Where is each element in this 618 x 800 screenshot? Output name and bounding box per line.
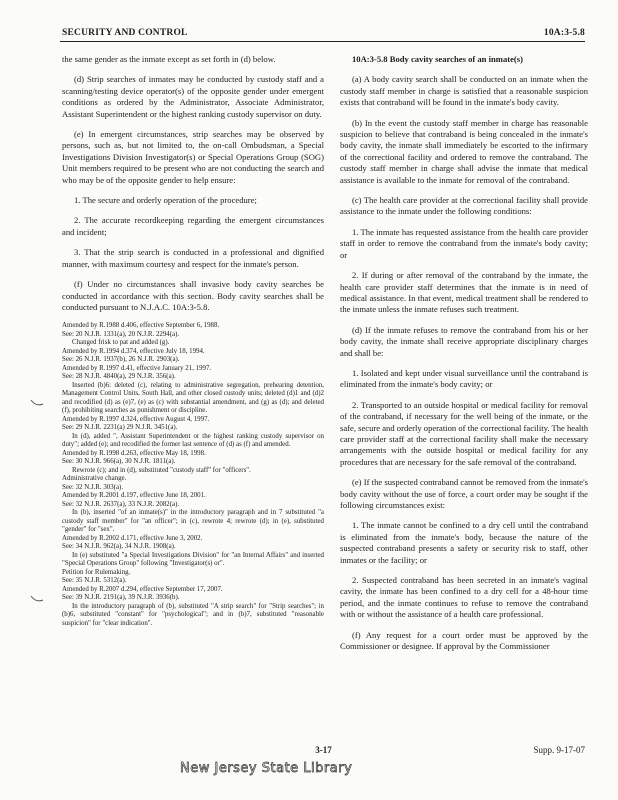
- history-notes: [62, 322, 324, 628]
- history-note: Petition for Rulemaking.: [62, 568, 131, 576]
- history-note: See: 39 N.J.R. 2191(a), 39 N.J.R. 3936(b).: [62, 594, 180, 602]
- history-note: Amended by R.2007 d.294, effective September 17, 2007.: [62, 585, 223, 593]
- right-column: [340, 54, 588, 661]
- history-note: Amended by R.1988 d.406, effective September 6, 1988.: [62, 322, 220, 330]
- history-note: See: 28 N.J.R. 4840(a), 29 N.J.R. 356(a).: [62, 373, 176, 381]
- header-section-number: 10A:3-5.8: [543, 28, 585, 38]
- history-note: Amended by R.2002 d.171, effective June 3, 2002.: [62, 534, 203, 542]
- paragraph-e-2: 2. The accurate recordkeeping regarding the emergent circumstances and incident;: [62, 215, 324, 237]
- paragraph-d: (d) If the inmate refuses to remove the contraband from his or her body cavity, the inmate shall receive appropriate disciplinary charges and shall be:: [340, 324, 588, 358]
- history-note: Administrative change.: [62, 475, 127, 483]
- supplement-date: Supp. 9-17-07: [533, 745, 585, 755]
- paragraph-e: (e) In emergent circumstances, strip searches may be observed by persons, such as, but not limited to, the on-call Ombudsman, a Special Investigations Division Investigator(s) or Special Operations Group (SOG) Unit members required to be present who are not conducting the search and who may be of the opposite gender to help ensure:: [62, 129, 324, 185]
- history-note: Changed frisk to pat and added (g).: [72, 339, 170, 347]
- history-note: Amended by R.1998 d.263, effective May 18, 1998.: [62, 449, 206, 457]
- history-note: Amended by R.1997 d.41, effective January 21, 1997.: [62, 364, 212, 372]
- history-note: See: 32 N.J.R. 303(a).: [62, 483, 124, 491]
- margin-mark-icon: [30, 398, 44, 408]
- library-watermark: New Jersey State Library: [180, 761, 353, 776]
- margin-mark-icon: [30, 594, 44, 604]
- paragraph-c-2: 2. If during or after removal of the contraband by the inmate, the health care provider staff determines that the inmate is in need of medical assistance. In that event, medical treatment shall be rendered to the inmate unless the inmate refuses such treatment.: [340, 270, 588, 315]
- paragraph-continuation: the same gender as the inmate except as set forth in (d) below.: [62, 54, 276, 64]
- paragraph-e: (e) If the suspected contraband cannot be removed from the inmate's body cavity without the use of force, a court order may be sought if the following circumstances exist:: [340, 477, 588, 510]
- paragraph-e-1: 1. The inmate cannot be confined to a dry cell until the contraband is eliminated from the inmate's body, because the nature of the suspected contraband presents a safety or security risk to staff, other inmates or the facility; or: [340, 520, 588, 565]
- header-chapter-title: SECURITY AND CONTROL: [62, 28, 188, 38]
- history-note: In (e) substituted "a Special Investigations Division" for "an Internal Affairs" and inserted "Special Operations Group" following "Investigator(s) or".: [62, 551, 324, 568]
- paragraph-c: (c) The health care provider at the correctional facility shall provide assistance to the inmate under the following conditions:: [340, 195, 588, 217]
- section-title: 10A:3-5.8 Body cavity searches of an inmate(s): [352, 54, 523, 64]
- history-note: Amended by R.1997 d.324, effective August 4, 1997.: [62, 415, 210, 423]
- history-note: In (b), inserted "of an inmate(s)" in the introductory paragraph and in 7 substituted "a custody staff member" for "an officer"; in (c), rewrote 4; rewrote (d); in (e), substituted "gender" for "sex".: [62, 509, 324, 534]
- history-note: Amended by R.2001 d.197, effective June 18, 2001.: [62, 492, 206, 500]
- paragraph-e-2: 2. Suspected contraband has been secreted in an inmate's vaginal cavity, the inmate has been confined to a dry cell for a 48-hour time period, and the inmate continues to refuse to remove the contraband with or without the assistance of a health care professional.: [340, 575, 588, 620]
- history-note: See: 34 N.J.R. 962(a), 34 N.J.R. 1908(a).: [62, 543, 176, 551]
- paragraph-b: (b) In the event the custody staff member in charge has reasonable suspicion to believe that contraband is being concealed in the inmate's body cavity, the inmate shall immediately be escorted to the infirmary of the correctional facility and ordered to remove the contraband. The custody staff member in charge shall advise the inmate that medical assistance is available to the inmate for removal of the contraband.: [340, 117, 588, 185]
- paragraph-d: (d) Strip searches of inmates may be conducted by custody staff and a scanning/testing device operator(s) of the opposite gender under emergent conditions as ordered by the Administrator, Associate Administrator, Assistant Superintendent or the highest ranking custody supervisor on duty.: [62, 74, 324, 119]
- running-header: [62, 28, 585, 38]
- paragraph-d-1: 1. Isolated and kept under visual surveillance until the contraband is eliminated from the inmate's body cavity; or: [340, 367, 588, 390]
- history-note: See: 32 N.J.R. 2637(a), 33 N.J.R. 2082(a).: [62, 500, 180, 508]
- history-note: Rewrote (c); and in (d), substituted "custody staff" for "officers".: [72, 466, 251, 474]
- history-note: See: 35 N.J.R. 5312(a).: [62, 577, 127, 585]
- paragraph-f: (f) Under no circumstances shall invasive body cavity searches be conducted in accordance with this section. Body cavity searches shall be conducted pursuant to N.J.A.C. 10A:3-5.8.: [62, 279, 324, 312]
- paragraph-e-1: 1. The secure and orderly operation of the procedure;: [74, 195, 257, 206]
- paragraph-f: (f) Any request for a court order must be approved by the Commissioner or designee. If approval by the Commissioner: [340, 629, 588, 652]
- history-note: See: 26 N.J.R. 1937(b), 26 N.J.R. 2903(a).: [62, 356, 180, 364]
- header-rule: [60, 41, 585, 42]
- left-column: [62, 54, 324, 628]
- history-note: See: 30 N.J.R. 966(a), 30 N.J.R. 1811(a).: [62, 458, 176, 466]
- history-note: See: 29 N.J.R. 2231(a) 29 N.J.R. 3451(a).: [62, 424, 178, 432]
- history-note: In the introductory paragraph of (b), substituted "A strip search" for "Strip searches"; in (b)6, substituted "constant" for "psychological"; and in (b)7, substituted "reasonable suspicion" for "clear indication".: [62, 602, 324, 627]
- paragraph-c-1: 1. The inmate has requested assistance from the health care provider staff in order to remove the contraband from the inmate's body cavity; or: [340, 226, 588, 260]
- paragraph-a: (a) A body cavity search shall be conducted on an inmate when the custody staff member in charge is satisfied that a reasonable suspicion exists that contraband will be found in the inmate's body cavity.: [340, 74, 588, 108]
- history-note: See: 20 N.J.R. 1331(a), 20 N.J.R. 2294(a).: [62, 330, 180, 338]
- paragraph-d-2: 2. Transported to an outside hospital or medical facility for removal of the contraband, if necessary for the well being of the inmate, or the safe, secure and orderly operation of the correctional facility. The health care provider staff at the correctional facility shall make the necessary arrangements with the outside hospital or medical facility for any procedures that are necessary for the safe removal of the contraband.: [340, 399, 588, 467]
- page-number: 3-17: [315, 745, 332, 755]
- history-note: Inserted (b)6: deleted (c), relating to administrative segregation, prehearing detention, Management Control Units, South Hall, and other closed custody units; deleted (d)1 and (d)2 and recodified (d) as (e)7, (e) as (c) with substantial amendment, and (g) as (d); and deleted (f), prohibiting searches as punishment or discipline.: [62, 381, 324, 415]
- history-note: In (d), added ", Assistant Superintendent or the highest ranking custody supervisor on duty"; added (e); and recodified the former last sentence of (d) as (f) and amended.: [62, 432, 324, 449]
- history-note: Amended by R.1994 d.374, effective July 18, 1994.: [62, 347, 205, 355]
- paragraph-e-3: 3. That the strip search is conducted in a professional and dignified manner, with maximum courtesy and respect for the inmate's person.: [62, 247, 324, 269]
